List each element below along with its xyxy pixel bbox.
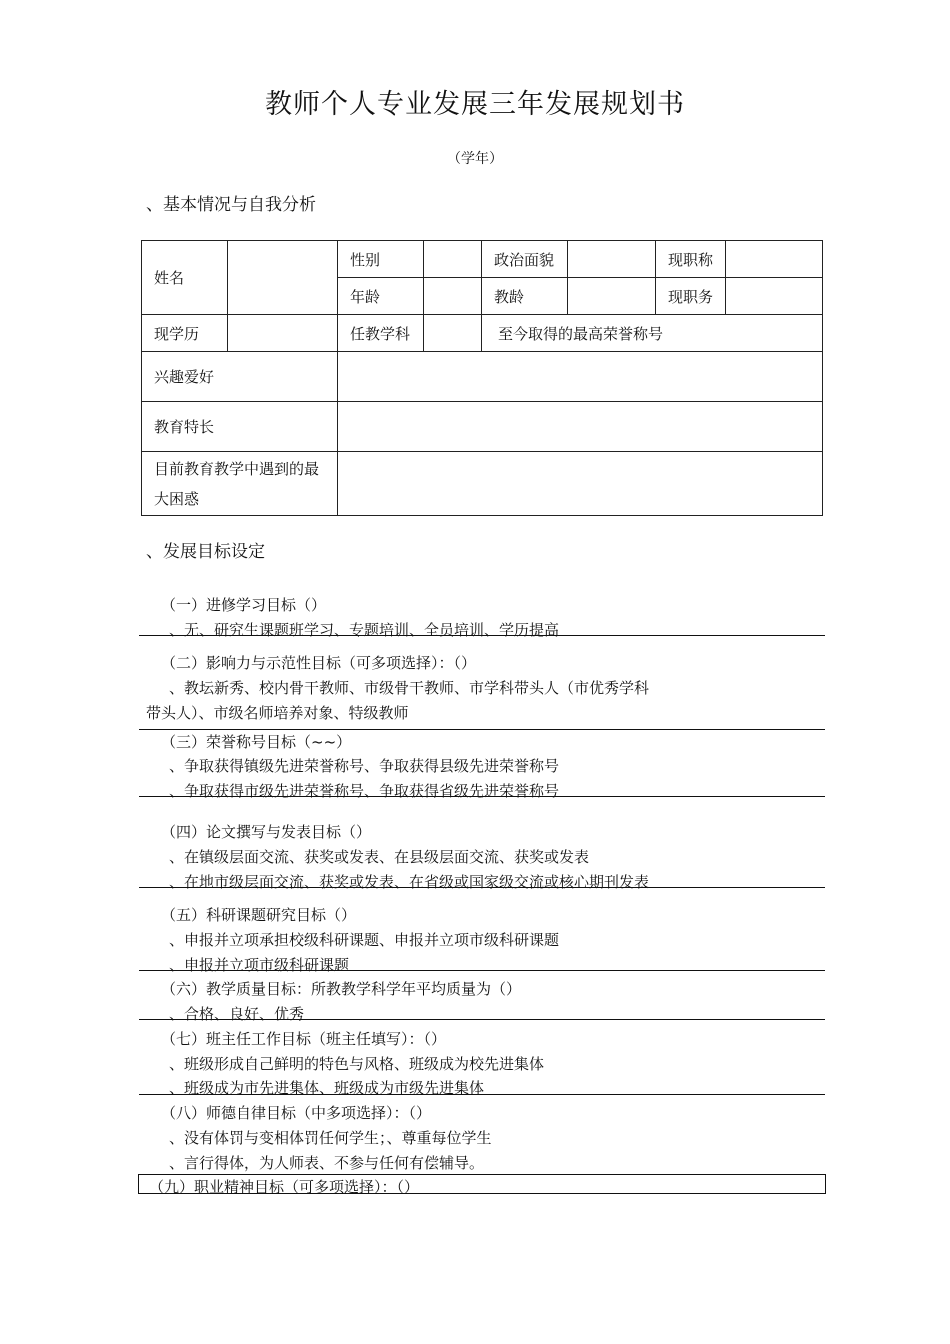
goal-1-options: 、无、研究生课题班学习、专题培训、全员培训、学历提高 — [169, 621, 560, 639]
field-political[interactable] — [568, 241, 656, 278]
goal-8-options-line1: 、没有体罚与变相体罚任何学生；、尊重每位学生 — [169, 1129, 492, 1147]
label-age: 年龄 — [338, 278, 424, 315]
label-political: 政治面貌 — [482, 241, 568, 278]
label-current-post: 现职务 — [656, 278, 726, 315]
field-age[interactable] — [424, 278, 482, 315]
goal-1-title: （一）进修学习目标（） — [161, 596, 327, 614]
document-title: 教师个人专业发展三年发展规划书 — [265, 89, 685, 120]
goal-4-title: （四）论文撰写与发表目标（） — [161, 823, 372, 841]
divider — [139, 635, 825, 636]
goal-8-title: （八）师德自律目标（中多项选择）：（） — [161, 1104, 432, 1122]
label-teaching-age: 教龄 — [482, 278, 568, 315]
field-gender[interactable] — [424, 241, 482, 278]
goal-7-options-line1: 、班级形成自己鲜明的特色与风格、班级成为校先进集体 — [169, 1055, 545, 1073]
field-name[interactable] — [228, 241, 338, 315]
goal-3-title: （三）荣誉称号目标（~~） — [161, 733, 352, 751]
field-hobby[interactable] — [338, 352, 823, 402]
divider — [139, 1094, 825, 1095]
goal-7-title: （七）班主任工作目标（班主任填写）：（） — [161, 1030, 447, 1048]
goal-2-title: （二）影响力与示范性目标（可多项选择）：（） — [161, 654, 477, 672]
goal-5-options-line2: 、申报并立项市级科研课题 — [169, 956, 350, 974]
label-hobby: 兴趣爱好 — [142, 352, 338, 402]
field-education[interactable] — [228, 315, 338, 352]
divider — [139, 729, 825, 730]
section-heading-basic-info: 、基本情况与自我分析 — [146, 195, 316, 215]
goal-8-options-line2: 、言行得体，为人师表、不参与任何有偿辅导。 — [169, 1154, 485, 1172]
field-current-title[interactable] — [726, 241, 823, 278]
label-specialty: 教育特长 — [142, 402, 338, 452]
field-current-post[interactable] — [726, 278, 823, 315]
goal-3-options-line1: 、争取获得镇级先进荣誉称号、争取获得县级先进荣誉称号 — [169, 757, 560, 775]
field-subject[interactable] — [424, 315, 482, 352]
goal-5-options-line1: 、申报并立项承担校级科研课题、申报并立项市级科研课题 — [169, 931, 560, 949]
divider — [139, 1019, 825, 1020]
section-heading-goals: 、发展目标设定 — [146, 542, 265, 562]
goal-2-options-line1: 、教坛新秀、校内骨干教师、市级骨干教师、市学科带头人（市优秀学科 — [169, 679, 650, 697]
goal-7-options-line2: 、班级成为市先进集体、班级成为市级先进集体 — [169, 1079, 485, 1097]
goal-5-title: （五）科研课题研究目标（） — [161, 906, 357, 924]
divider — [139, 796, 825, 797]
label-gender: 性别 — [338, 241, 424, 278]
field-specialty[interactable] — [338, 402, 823, 452]
label-highest-honor: 至今取得的最高荣誉称号 — [482, 315, 823, 352]
basic-info-table — [141, 240, 823, 516]
divider — [139, 887, 825, 888]
label-name: 姓名 — [142, 241, 228, 315]
document-subtitle: （学年） — [447, 151, 503, 167]
goal-6-options: 、合格、良好、优秀 — [169, 1005, 305, 1023]
label-current-title: 现职称 — [656, 241, 726, 278]
goal-9-title: （九）职业精神目标（可多项选择）：（） — [149, 1178, 420, 1196]
goal-6-title: （六）教学质量目标：所教教学科学年平均质量为（） — [161, 980, 522, 998]
goal-4-options-line1: 、在镇级层面交流、获奖或发表、在县级层面交流、获奖或发表 — [169, 848, 590, 866]
goal-3-options-line2: 、争取获得市级先进荣誉称号、争取获得省级先进荣誉称号 — [169, 782, 560, 800]
field-teaching-age[interactable] — [568, 278, 656, 315]
label-education: 现学历 — [142, 315, 228, 352]
label-confusion — [142, 452, 338, 516]
label-subject: 任教学科 — [338, 315, 424, 352]
goal-4-options-line2: 、在地市级层面交流、获奖或发表、在省级或国家级交流或核心期刊发表 — [169, 873, 650, 891]
goal-2-options-line2: 带头人）、市级名师培养对象、特级教师 — [146, 704, 409, 722]
label-confusion-line1: 目前教育教学中遇到的最 — [154, 459, 320, 478]
field-confusion[interactable] — [338, 452, 823, 516]
label-confusion-line2: 大困惑 — [154, 489, 200, 508]
divider — [139, 970, 825, 971]
